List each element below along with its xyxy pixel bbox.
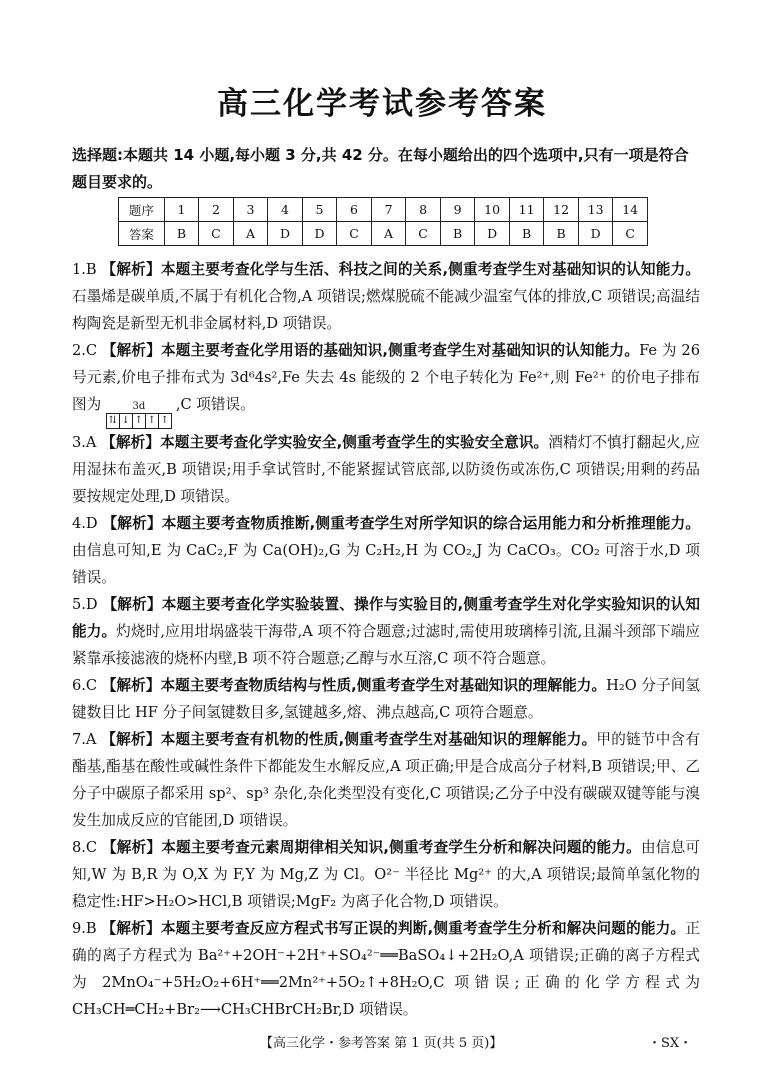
number-cell: 12 (544, 198, 579, 222)
number-cell: 10 (475, 198, 510, 222)
answer-cell: C (406, 222, 441, 246)
item-focus: 本题主要考查反应方程式书写正误的判断,侧重考查学生分析和解决问题的能力。 (160, 920, 686, 937)
number-cell: 13 (578, 198, 613, 222)
answer-cell: B (544, 222, 579, 246)
number-cell: 9 (440, 198, 475, 222)
orbital-box: ↑ (146, 414, 159, 428)
item-body: 正确的离子方程式为 Ba²⁺+2OH⁻+2H⁺+SO₄²⁻══BaSO₄↓+2H₂O,A 项错误;正确的离子方程式为 2MnO₄⁻+5H₂O₂+6H⁺══2Mn²⁺+5O₂↑+8H₂O,C 项错误;正确的化学方程式为 CH₃CH═CH₂+Br₂⟶CH₃CHBrCH₂Br,D 项错误。 (72, 920, 700, 1018)
explanation-item (72, 591, 700, 672)
item-tail: ,C 项错误。 (175, 396, 255, 413)
item-body: 灼烧时,应用坩埚盛装干海带,A 项不符合题意;过滤时,需使用玻璃棒引流,且漏斗颈部下端应紧靠承接滤液的烧杯内壁,B 项不符合题意;乙醇与水互溶,C 项不符合题意。 (72, 623, 700, 667)
item-focus: 本题主要考查物质推断,侧重考查学生对所学知识的综合运用能力和分析推理能力。 (161, 515, 700, 532)
item-focus: 本题主要考查物质结构与性质,侧重考查学生对基础知识的理解能力。 (160, 677, 607, 694)
item-tag: 【解析】 (101, 434, 161, 451)
answer-cell: A (233, 222, 268, 246)
answer-row-label: 答案 (119, 222, 165, 246)
orbital-box: ↓ (120, 414, 133, 428)
orbital-box: ↑ (133, 414, 146, 428)
item-body: 石墨烯是碳单质,不属于有机化合物,A 项错误;燃煤脱硫不能减少温室气体的排放,C 项错误;高温结构陶瓷是新型无机非金属材料,D 项错误。 (72, 288, 700, 332)
explanation-list (72, 256, 700, 1023)
item-body: Fe 为 26 号元素,价电子排布式为 3d⁶4s²,Fe 失去 4s 能级的 2 个电子转化为 Fe²⁺,则 Fe²⁺ 的价电子排布图为 (72, 342, 701, 413)
item-focus: 本题主要考查化学用语的基础知识,侧重考查学生对基础知识的认知能力。 (160, 342, 640, 359)
item-tag: 【解析】 (101, 920, 161, 937)
intro-text: 选择题:本题共 14 小题,每小题 3 分,共 42 分。在每小题给出的四个选项中,只有一项是符合题目要求的。 (72, 146, 689, 191)
item-number: 1.B (72, 261, 97, 278)
number-cell: 4 (268, 198, 303, 222)
number-cell: 1 (164, 198, 199, 222)
item-tag: 【解析】 (101, 342, 161, 359)
item-body: 酒精灯不慎打翻起火,应用湿抹布盖灭,B 项错误;用手拿试管时,不能紧握试管底部,以防烫伤或冻伤,C 项错误;用剩的药品要按规定处理,D 项错误。 (72, 434, 701, 505)
answer-cell: C (613, 222, 648, 246)
item-tag: 【解析】 (101, 261, 161, 278)
orbital-boxes (106, 413, 172, 429)
number-cell: 6 (337, 198, 372, 222)
footer-code: ・SX・ (648, 1036, 693, 1051)
item-focus: 本题主要考查有机物的性质,侧重考查学生对基础知识的理解能力。 (160, 731, 597, 748)
item-number: 6.C (72, 677, 98, 694)
number-cell: 5 (302, 198, 337, 222)
answer-cell: D (475, 222, 510, 246)
item-number: 9.B (72, 920, 97, 937)
number-cell: 2 (199, 198, 234, 222)
orbital-label: 3d (132, 401, 146, 412)
number-cell: 14 (613, 198, 648, 222)
item-focus: 本题主要考查化学实验安全,侧重考查学生的实验安全意识。 (160, 434, 549, 451)
item-body: H₂O 分子间氢键数目比 HF 分子间氢键数目多,氢键越多,熔、沸点越高,C 项符合题意。 (72, 677, 700, 721)
item-number: 4.D (72, 515, 98, 532)
orbital-box: ↑ (160, 415, 170, 426)
item-focus: 本题主要考查化学与生活、科技之间的关系,侧重考查学生对基础知识的认知能力。 (160, 261, 700, 278)
item-number: 7.A (72, 731, 97, 748)
explanation-item (72, 672, 700, 726)
number-row-label: 题序 (119, 198, 165, 222)
number-cell: 3 (233, 198, 268, 222)
item-tag: 【解析】 (101, 731, 161, 748)
explanation-item (72, 726, 700, 834)
footer-page-info: 【高三化学・参考答案 第 1 页(共 5 页)】 (260, 1036, 503, 1051)
orbital-diagram (106, 401, 172, 429)
page-title: 高三化学考试参考答案 (217, 86, 547, 122)
answer-cell: B (164, 222, 199, 246)
number-row (119, 198, 648, 222)
number-cell: 7 (371, 198, 406, 222)
answer-cell: B (440, 222, 475, 246)
item-focus: 本题主要考查化学实验装置、操作与实验目的,侧重考查学生对化学实验知识的认知能力。 (72, 596, 700, 640)
answer-cell: C (337, 222, 372, 246)
explanation-item (72, 337, 700, 429)
answer-cell: D (268, 222, 303, 246)
explanation-item (72, 834, 700, 915)
item-tag: 【解析】 (102, 515, 162, 532)
number-cell: 8 (406, 198, 441, 222)
item-body: 甲的链节中含有酯基,酯基在酸性或碱性条件下都能发生水解反应,A 项正确;甲是合成高分子材料,B 项错误;甲、乙分子中碳原子都采用 sp²、sp³ 杂化,杂化类型没有变化,C 项错误;乙分子中没有碳碳双键等能与溴发生加成反应的官能团,D 项错误。 (72, 731, 700, 829)
explanation-item (72, 510, 700, 591)
item-tag: 【解析】 (101, 839, 162, 856)
item-number: 5.D (72, 596, 98, 613)
answer-cell: C (199, 222, 234, 246)
number-cell: 11 (509, 198, 544, 222)
answer-cell: B (509, 222, 544, 246)
item-focus: 本题主要考查元素周期律相关知识,侧重考查学生分析和解决问题的能力。 (161, 839, 641, 856)
explanation-item (72, 429, 700, 510)
item-body: 由信息可知,W 为 B,R 为 O,X 为 F,Y 为 Mg,Z 为 Cl。O²⁻ 半径比 Mg²⁺ 的大,A 项错误;最简单氢化物的稳定性:HF>H₂O>HCl,B 项错误;MgF₂ 为离子化合物,D 项错误。 (72, 839, 700, 910)
item-tag: 【解析】 (102, 596, 162, 613)
item-number: 2.C (72, 342, 98, 359)
item-number: 8.C (72, 839, 98, 856)
answer-table (118, 197, 648, 246)
answer-cell: D (578, 222, 613, 246)
answer-cell: D (302, 222, 337, 246)
explanation-item (72, 915, 700, 1023)
item-tag: 【解析】 (101, 677, 161, 694)
orbital-box: ⇅ (107, 414, 120, 428)
item-body: 由信息可知,E 为 CaC₂,F 为 Ca(OH)₂,G 为 C₂H₂,H 为 CO₂,J 为 CaCO₃。CO₂ 可溶于水,D 项错误。 (72, 542, 700, 586)
explanation-item (72, 256, 700, 337)
item-number: 3.A (72, 434, 97, 451)
answer-cell: A (371, 222, 406, 246)
answer-row (119, 222, 648, 246)
